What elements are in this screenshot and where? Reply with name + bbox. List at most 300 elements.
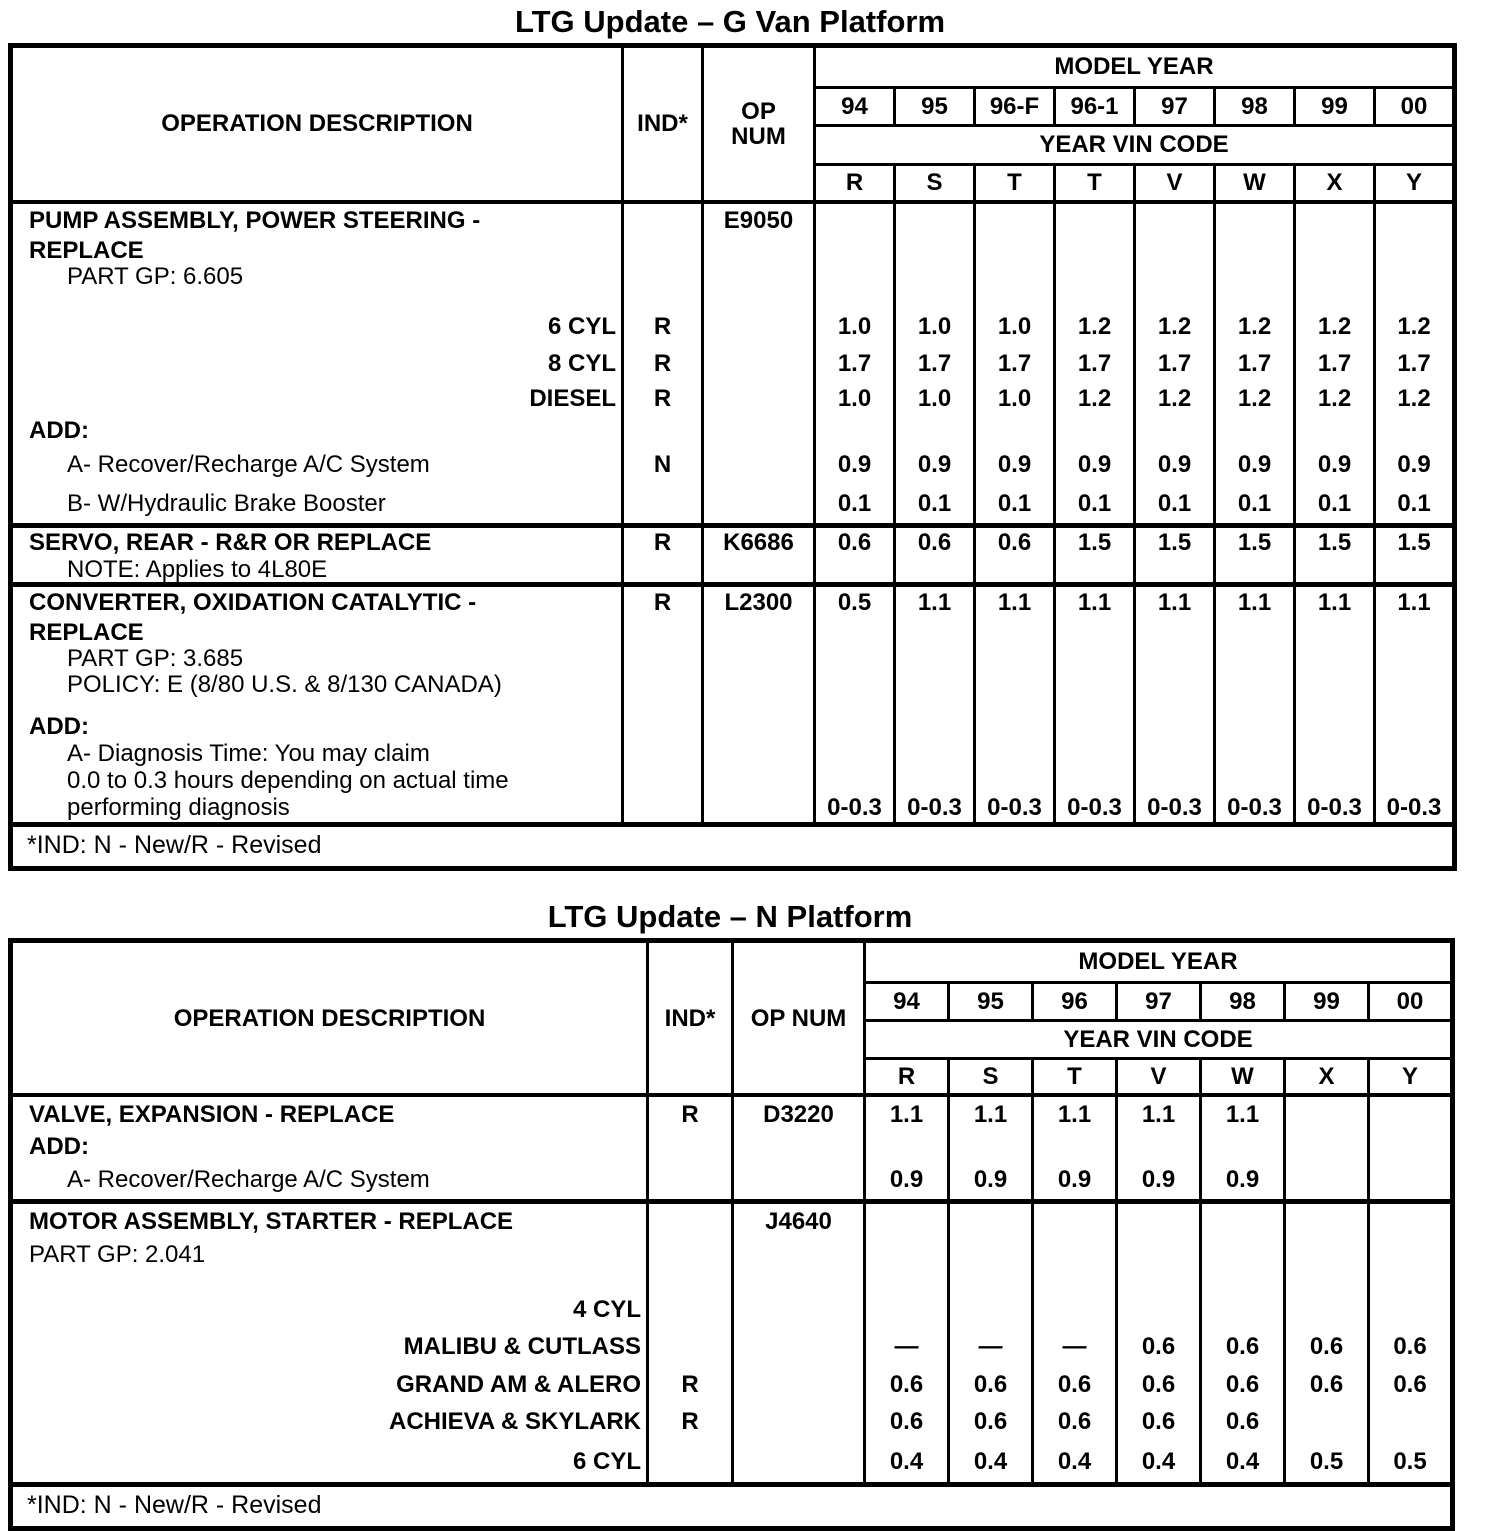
hours-cell: 1.1 — [895, 584, 975, 619]
vin-code-cell: S — [895, 165, 975, 202]
hours-cell: 0.1 — [1215, 485, 1295, 526]
ind-cell: R — [623, 526, 703, 557]
hours-cell: 0.6 — [949, 1365, 1033, 1403]
hours-cell — [949, 1238, 1033, 1271]
hours-cell: — — [865, 1328, 949, 1365]
hours-cell — [1055, 712, 1135, 740]
hours-cell — [815, 767, 895, 794]
year-header-cell: 94 — [865, 982, 949, 1020]
ind-cell — [623, 417, 703, 446]
hours-cell — [1295, 202, 1375, 238]
operation-description-cell: A- Diagnosis Time: You may claim — [67, 740, 430, 768]
table-row — [11, 446, 1455, 485]
operation-description-cell: DIESEL — [529, 385, 616, 413]
hours-cell: 1.0 — [975, 309, 1055, 346]
hours-cell: 1.0 — [975, 382, 1055, 417]
table-row — [11, 1440, 1453, 1484]
hours-cell — [1369, 1132, 1453, 1160]
hours-cell: 0.6 — [865, 1365, 949, 1403]
hours-cell: 1.1 — [1135, 584, 1215, 619]
hours-cell — [1117, 1238, 1201, 1271]
vin-code-cell: V — [1135, 165, 1215, 202]
hours-cell — [1033, 1201, 1117, 1238]
hours-cell: 0.6 — [1201, 1328, 1285, 1365]
op-num-cell — [703, 645, 815, 671]
op-num-cell — [703, 238, 815, 264]
op-num-header-line1: OP — [741, 97, 776, 125]
op-num-cell — [703, 712, 815, 740]
hours-cell: 1.7 — [815, 346, 895, 382]
hours-cell — [975, 417, 1055, 446]
hours-cell: 0.9 — [1033, 1160, 1117, 1201]
hours-cell — [815, 645, 895, 671]
operation-description-header: OPERATION DESCRIPTION — [173, 1004, 486, 1032]
hours-cell: 1.7 — [1055, 346, 1135, 382]
hours-cell — [1135, 417, 1215, 446]
hours-cell — [949, 1291, 1033, 1328]
operation-description-cell: MALIBU & CUTLASS — [403, 1333, 641, 1361]
ind-legend: *IND: N - New/R - Revised — [11, 824, 1455, 868]
operation-description-cell: REPLACE — [29, 619, 144, 646]
vin-code-cell: S — [949, 1058, 1033, 1095]
hours-cell: 1.0 — [815, 309, 895, 346]
op-num-cell — [733, 1291, 865, 1328]
vin-code-cell: X — [1285, 1058, 1369, 1095]
hours-cell: 0.5 — [1369, 1440, 1453, 1484]
op-num-cell — [703, 382, 815, 417]
year-header-cell: 95 — [949, 982, 1033, 1020]
hours-cell — [895, 767, 975, 794]
hours-cell — [1285, 1201, 1369, 1238]
hours-cell: 0.9 — [895, 446, 975, 485]
hours-cell — [1215, 671, 1295, 698]
operation-description-cell: B- W/Hydraulic Brake Booster — [67, 490, 386, 518]
hours-cell — [1135, 557, 1215, 585]
table-row — [11, 46, 1455, 88]
op-num-cell — [703, 740, 815, 767]
hours-cell: 1.5 — [1135, 526, 1215, 557]
vin-code-cell: Y — [1375, 165, 1455, 202]
hours-cell: 0.6 — [1033, 1403, 1117, 1440]
table-row — [11, 485, 1455, 526]
hours-cell — [865, 1238, 949, 1271]
hours-cell: 0.1 — [815, 485, 895, 526]
hours-cell — [1055, 557, 1135, 585]
hours-cell: 1.7 — [895, 346, 975, 382]
op-num-cell: E9050 — [703, 202, 815, 238]
hours-cell — [975, 202, 1055, 238]
hours-cell — [949, 1201, 1033, 1238]
hours-cell — [1135, 619, 1215, 645]
table-row — [11, 417, 1455, 446]
year-header-cell: 98 — [1215, 88, 1295, 126]
ind-cell: R — [623, 346, 703, 382]
ind-cell — [623, 740, 703, 767]
hours-cell: 0.1 — [1055, 485, 1135, 526]
year-header-cell: 98 — [1201, 982, 1285, 1020]
hours-cell — [1375, 712, 1455, 740]
hours-cell — [1215, 619, 1295, 645]
operation-description-cell: performing diagnosis — [67, 794, 290, 822]
hours-cell — [1295, 557, 1375, 585]
hours-cell: 1.2 — [1135, 309, 1215, 346]
operation-description-cell: ADD: — [29, 417, 89, 445]
op-num-cell — [703, 485, 815, 526]
hours-cell — [865, 1132, 949, 1160]
operation-description-cell: PART GP: 3.685 — [67, 645, 244, 672]
vin-code-cell: V — [1117, 1058, 1201, 1095]
table-row — [11, 1403, 1453, 1440]
hours-cell — [975, 557, 1055, 585]
op-num-cell — [703, 671, 815, 698]
hours-cell — [1215, 740, 1295, 767]
ind-legend: *IND: N - New/R - Revised — [11, 1484, 1453, 1528]
hours-cell — [975, 712, 1055, 740]
operation-description-cell: MOTOR ASSEMBLY, STARTER - REPLACE — [11, 1201, 648, 1238]
op-num-cell — [703, 346, 815, 382]
table-row — [11, 824, 1455, 868]
vin-code-cell: T — [975, 165, 1055, 202]
hours-cell — [1055, 767, 1135, 794]
operation-description-cell: PUMP ASSEMBLY, POWER STEERING - — [11, 202, 623, 238]
operation-description-cell: ADD: — [29, 712, 89, 740]
hours-cell: 1.2 — [1375, 382, 1455, 417]
op-num-cell: D3220 — [733, 1095, 865, 1132]
hours-cell — [895, 264, 975, 291]
hours-cell: 1.1 — [1055, 584, 1135, 619]
hours-cell: 1.2 — [1295, 309, 1375, 346]
hours-cell — [1295, 264, 1375, 291]
vin-code-cell: W — [1215, 165, 1295, 202]
op-num-cell: J4640 — [733, 1201, 865, 1238]
hours-cell: 1.2 — [1135, 382, 1215, 417]
hours-cell — [1375, 238, 1455, 264]
table-row — [11, 767, 1455, 794]
hours-cell: 1.2 — [1055, 382, 1135, 417]
hours-cell — [895, 712, 975, 740]
spacer-row — [11, 698, 1455, 712]
hours-cell — [1375, 619, 1455, 645]
operation-description-cell: 8 CYL — [547, 349, 616, 377]
hours-cell: — — [949, 1328, 1033, 1365]
hours-cell — [1135, 645, 1215, 671]
hours-cell: 0.9 — [1117, 1160, 1201, 1201]
vin-code-header: YEAR VIN CODE — [815, 126, 1455, 165]
hours-cell: 0.4 — [1033, 1440, 1117, 1484]
hours-cell: 0.9 — [1375, 446, 1455, 485]
hours-cell: 1.2 — [1295, 382, 1375, 417]
operation-description-cell: 6 CYL — [572, 1447, 641, 1475]
op-num-cell — [733, 1365, 865, 1403]
hours-cell — [1201, 1291, 1285, 1328]
operation-description-cell: PART GP: 2.041 — [29, 1241, 206, 1269]
hours-cell: 1.5 — [1375, 526, 1455, 557]
hours-cell: 0.4 — [949, 1440, 1033, 1484]
table-row — [11, 794, 1455, 824]
hours-cell: 1.2 — [1375, 309, 1455, 346]
hours-cell — [1215, 264, 1295, 291]
hours-cell: 1.1 — [1215, 584, 1295, 619]
hours-cell — [1055, 417, 1135, 446]
hours-cell — [1215, 712, 1295, 740]
year-header-cell: 95 — [895, 88, 975, 126]
hours-cell — [1055, 645, 1135, 671]
hours-cell — [1201, 1238, 1285, 1271]
model-year-header: MODEL YEAR — [815, 46, 1455, 88]
hours-cell — [815, 238, 895, 264]
vin-code-header: YEAR VIN CODE — [865, 1020, 1453, 1058]
hours-cell — [1375, 740, 1455, 767]
hours-cell — [975, 671, 1055, 698]
hours-cell: 1.7 — [1295, 346, 1375, 382]
hours-cell — [815, 417, 895, 446]
hours-cell — [975, 645, 1055, 671]
hours-cell: 0.6 — [1117, 1403, 1201, 1440]
table-row — [11, 346, 1455, 382]
hours-cell — [1369, 1238, 1453, 1271]
table-row — [11, 671, 1455, 698]
operation-description-cell: NOTE: Applies to 4L80E — [67, 556, 328, 583]
hours-cell — [975, 767, 1055, 794]
hours-cell — [815, 264, 895, 291]
ind-header: IND* — [648, 940, 733, 1095]
hours-cell — [1295, 238, 1375, 264]
hours-cell: 0.5 — [1285, 1440, 1369, 1484]
hours-cell: 0.6 — [1369, 1365, 1453, 1403]
hours-cell — [1215, 202, 1295, 238]
hours-cell — [1285, 1238, 1369, 1271]
hours-cell — [1285, 1095, 1369, 1132]
hours-cell — [865, 1201, 949, 1238]
table-row — [11, 557, 1455, 585]
hours-cell — [1375, 417, 1455, 446]
hours-cell: 1.1 — [1295, 584, 1375, 619]
hours-cell — [895, 619, 975, 645]
hours-cell — [895, 202, 975, 238]
op-num-cell: K6686 — [703, 526, 815, 557]
hours-cell — [1375, 645, 1455, 671]
ind-cell — [623, 202, 703, 238]
vin-code-cell: T — [1033, 1058, 1117, 1095]
ind-cell: R — [648, 1365, 733, 1403]
hours-cell: 0.1 — [975, 485, 1055, 526]
ind-cell — [623, 557, 703, 585]
op-num-cell — [733, 1160, 865, 1201]
op-num-cell — [733, 1403, 865, 1440]
hours-cell: 0.4 — [1117, 1440, 1201, 1484]
hours-cell: 0.6 — [1285, 1328, 1369, 1365]
hours-cell: 0-0.3 — [1295, 794, 1375, 824]
year-header-cell: 99 — [1295, 88, 1375, 126]
hours-cell — [1215, 417, 1295, 446]
hours-cell — [1215, 767, 1295, 794]
table-row — [11, 1291, 1453, 1328]
hours-cell — [1369, 1403, 1453, 1440]
hours-cell: 0.4 — [1201, 1440, 1285, 1484]
hours-cell: 1.5 — [1295, 526, 1375, 557]
operation-description-cell: ACHIEVA & SKYLARK — [388, 1408, 641, 1436]
hours-cell: 1.0 — [815, 382, 895, 417]
hours-cell — [1215, 238, 1295, 264]
table-row — [11, 619, 1455, 645]
hours-cell — [1295, 417, 1375, 446]
hours-cell — [1375, 557, 1455, 585]
operation-description-cell: 0.0 to 0.3 hours depending on actual time — [67, 767, 509, 795]
ind-cell — [623, 767, 703, 794]
operation-description-cell: 4 CYL — [572, 1296, 641, 1324]
table-row — [11, 645, 1455, 671]
hours-cell — [1369, 1095, 1453, 1132]
hours-cell: 1.2 — [1055, 309, 1135, 346]
hours-cell: 0.9 — [1055, 446, 1135, 485]
hours-cell — [1285, 1160, 1369, 1201]
operation-description-cell: SERVO, REAR - R&R OR REPLACE — [11, 526, 623, 557]
year-header-cell: 96 — [1033, 982, 1117, 1020]
ind-cell — [623, 238, 703, 264]
hours-cell: 1.7 — [1375, 346, 1455, 382]
table-row — [11, 740, 1455, 767]
hours-cell — [1215, 645, 1295, 671]
table-title-n-platform: LTG Update – N Platform — [547, 898, 913, 934]
vin-code-cell: R — [865, 1058, 949, 1095]
table-row — [11, 940, 1453, 982]
hours-cell: 0.1 — [895, 485, 975, 526]
op-num-cell — [703, 619, 815, 645]
ind-cell — [623, 485, 703, 526]
hours-cell — [815, 619, 895, 645]
hours-cell — [1369, 1291, 1453, 1328]
operation-description-cell: VALVE, EXPANSION - REPLACE — [11, 1095, 648, 1132]
op-num-cell — [703, 446, 815, 485]
hours-cell: 1.1 — [865, 1095, 949, 1132]
hours-cell — [815, 740, 895, 767]
year-header-cell: 96-F — [975, 88, 1055, 126]
hours-cell: 0.9 — [1295, 446, 1375, 485]
hours-cell: 1.2 — [1215, 382, 1295, 417]
hours-cell: 0-0.3 — [1375, 794, 1455, 824]
hours-cell — [975, 238, 1055, 264]
table-row — [11, 584, 1455, 619]
hours-cell — [1369, 1160, 1453, 1201]
op-num-cell — [703, 557, 815, 585]
hours-cell: 1.5 — [1215, 526, 1295, 557]
table-row — [11, 382, 1455, 417]
ind-cell — [648, 1328, 733, 1365]
table-title-g-van: LTG Update – G Van Platform — [514, 4, 946, 39]
hours-cell: 0.6 — [815, 526, 895, 557]
vin-code-cell: T — [1055, 165, 1135, 202]
hours-cell — [1375, 202, 1455, 238]
vin-code-cell: X — [1295, 165, 1375, 202]
operation-description-cell: 6 CYL — [547, 313, 616, 341]
operation-description-cell: CONVERTER, OXIDATION CATALYTIC - — [11, 584, 623, 619]
hours-cell: 1.1 — [949, 1095, 1033, 1132]
operation-description-header: OPERATION DESCRIPTION — [161, 110, 473, 138]
ind-cell — [623, 619, 703, 645]
hours-cell: 1.7 — [1215, 346, 1295, 382]
hours-cell: 0.4 — [865, 1440, 949, 1484]
hours-cell: 0.6 — [975, 526, 1055, 557]
hours-cell — [1135, 767, 1215, 794]
hours-cell — [1135, 671, 1215, 698]
hours-cell: 0.6 — [1117, 1328, 1201, 1365]
hours-cell — [1117, 1201, 1201, 1238]
hours-cell: 0-0.3 — [1055, 794, 1135, 824]
year-header-cell: 99 — [1285, 982, 1369, 1020]
operation-description-cell: A- Recover/Recharge A/C System — [67, 451, 430, 479]
year-header-cell: 97 — [1117, 982, 1201, 1020]
op-num-header-line2: NUM — [731, 122, 786, 150]
spacer-row — [11, 291, 1455, 309]
ind-cell — [648, 1160, 733, 1201]
hours-cell: 1.1 — [1033, 1095, 1117, 1132]
op-num-cell — [733, 1238, 865, 1271]
hours-cell — [895, 557, 975, 585]
hours-cell — [1055, 740, 1135, 767]
hours-cell: 1.1 — [975, 584, 1055, 619]
ind-cell: R — [648, 1403, 733, 1440]
hours-cell — [1055, 202, 1135, 238]
hours-cell — [865, 1291, 949, 1328]
op-num-cell — [703, 794, 815, 824]
hours-cell — [895, 238, 975, 264]
table-row — [11, 1160, 1453, 1201]
hours-cell — [975, 619, 1055, 645]
ind-cell — [648, 1291, 733, 1328]
hours-cell: 0.9 — [1135, 446, 1215, 485]
ind-cell — [648, 1440, 733, 1484]
table-row — [11, 1328, 1453, 1365]
hours-cell: 1.1 — [1201, 1095, 1285, 1132]
hours-cell — [1055, 671, 1135, 698]
hours-cell — [1055, 619, 1135, 645]
hours-cell: 0.6 — [1117, 1365, 1201, 1403]
hours-cell — [1201, 1132, 1285, 1160]
hours-cell: 0-0.3 — [1215, 794, 1295, 824]
hours-cell: 0.6 — [1201, 1365, 1285, 1403]
hours-cell: 0.9 — [865, 1160, 949, 1201]
ind-cell: R — [648, 1095, 733, 1132]
vin-code-cell: R — [815, 165, 895, 202]
hours-cell — [1295, 671, 1375, 698]
hours-cell — [1375, 671, 1455, 698]
vin-code-cell: W — [1201, 1058, 1285, 1095]
hours-cell — [815, 202, 895, 238]
hours-cell — [1135, 238, 1215, 264]
op-num-cell — [733, 1328, 865, 1365]
hours-cell: 0.6 — [1369, 1328, 1453, 1365]
ind-cell — [623, 671, 703, 698]
hours-cell — [1295, 619, 1375, 645]
ind-cell: N — [623, 446, 703, 485]
ind-cell — [648, 1132, 733, 1160]
op-num-header — [703, 46, 815, 202]
table-row — [11, 202, 1455, 238]
hours-cell: 0.9 — [949, 1160, 1033, 1201]
table-row — [11, 1095, 1453, 1132]
ind-cell: R — [623, 584, 703, 619]
table-row — [11, 1201, 1453, 1238]
table-row — [11, 264, 1455, 291]
ind-cell: R — [623, 382, 703, 417]
hours-cell — [1117, 1132, 1201, 1160]
hours-cell: — — [1033, 1328, 1117, 1365]
hours-cell: 0-0.3 — [895, 794, 975, 824]
hours-cell — [1135, 202, 1215, 238]
hours-cell — [1055, 264, 1135, 291]
hours-cell: 0.6 — [949, 1403, 1033, 1440]
hours-cell — [1033, 1238, 1117, 1271]
